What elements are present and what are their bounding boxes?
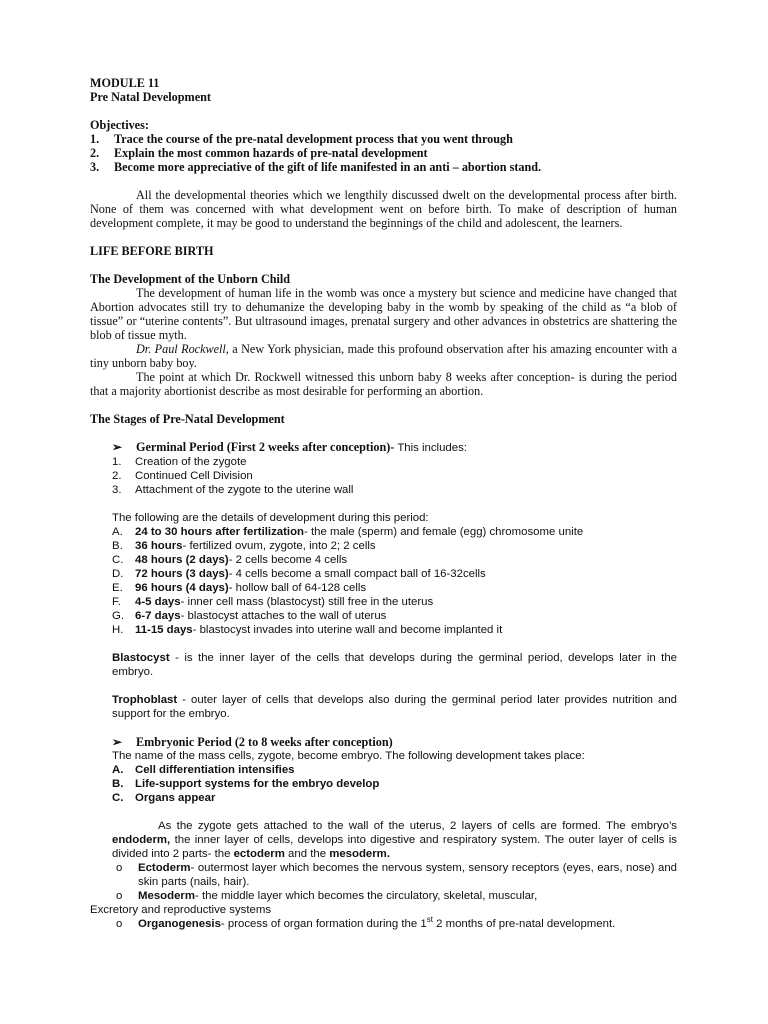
arrow-bullet-icon: ➢ <box>112 735 123 749</box>
detail-item: B. 36 hours- fertilized ovum, zygote, into 2; 2 cells <box>112 540 376 552</box>
detail-item: G. 6-7 days- blastocyst attaches to the wall of uterus <box>112 610 387 622</box>
intro-paragraph: All the developmental theories which we lengthily discussed dwelt on the developmental process after birth. None of them was concerned with what development went on before birth. To make of description of human development complete, it may be good to understand the beginnings of the child and adolescent, the learners. <box>90 188 677 230</box>
objective-item: 3. Become more appreciative of the gift of life manifested in an anti – abortion stand. <box>90 160 542 174</box>
unborn-paragraph-3: The point at which Dr. Rockwell witnessed this unborn baby 8 weeks after conception- is during the period that a majority abortionist describe as most desirable for performing an abortion. <box>90 370 677 398</box>
bullet-mesoderm: o Mesoderm- the middle layer which becomes the circulatory, skeletal, muscular, <box>116 890 538 902</box>
detail-item: C. 48 hours (2 days)- 2 cells become 4 cells <box>112 554 348 566</box>
doctor-name: Dr. Paul Rockwell <box>136 342 226 356</box>
module-subtitle: Pre Natal Development <box>90 90 211 104</box>
embryonic-period-heading: ➢ Embryonic Period (2 to 8 weeks after conception) <box>112 735 393 749</box>
detail-item: E. 96 hours (4 days)- hollow ball of 64-128 cells <box>112 582 367 594</box>
list-item: 1. Creation of the zygote <box>112 456 247 468</box>
unborn-paragraph-2: Dr. Paul Rockwell, a New York physician, made this profound observation after his amazing encounter with a tiny unborn baby boy. <box>90 342 677 370</box>
layers-paragraph: As the zygote gets attached to the wall of the uterus, 2 layers of cells are formed. The embryo’s endoderm, the inner layer of cells, develops into digestive and respiratory system. The outer layer of cells is divided into 2 parts- the ectoderm and the mesoderm. <box>112 820 677 860</box>
list-item: 3. Attachment of the zygote to the uterine wall <box>112 484 354 496</box>
detail-item: A. 24 to 30 hours after fertilization- the male (sperm) and female (egg) chromosome unite <box>112 526 584 538</box>
list-item: C. Organs appear <box>112 792 216 804</box>
blastocyst-definition: Blastocyst - is the inner layer of the cells that develops during the germinal period, develops later in the embryo. <box>112 652 677 678</box>
trophoblast-definition: Trophoblast - outer layer of cells that develops also during the germinal period later provides nutrition and support for the embryo. <box>112 694 677 720</box>
list-item: A. Cell differentiation intensifies <box>112 764 295 776</box>
detail-item: H. 11-15 days- blastocyst invades into uterine wall and become implanted it <box>112 624 503 636</box>
module-title: MODULE 11 <box>90 76 160 90</box>
objective-item: 1. Trace the course of the pre-natal development process that you went through <box>90 132 513 146</box>
objectives-list <box>90 132 677 174</box>
unborn-paragraph-1: The development of human life in the womb was once a mystery but science and medicine have changed that Abortion advocates still try to dehumanize the developing baby in the womb by speaking of the child as “a blob of tissue” or “uterine contents”. But ultrasound images, prenatal surgery and other advances in obstetrics are shattering the blob of tissue myth. <box>90 286 677 342</box>
mesoderm-continuation: Excretory and reproductive systems <box>90 904 272 916</box>
list-item: B. Life-support systems for the embryo develop <box>112 778 380 790</box>
embryonic-intro: The name of the mass cells, zygote, become embryo. The following development takes place: <box>112 750 585 762</box>
germinal-period-heading: ➢ Germinal Period (First 2 weeks after conception)- This includes: <box>112 440 467 454</box>
unborn-heading: The Development of the Unborn Child <box>90 272 291 286</box>
objective-item: 2. Explain the most common hazards of pre-natal development <box>90 146 428 160</box>
bullet-organogenesis: o Organogenesis- process of organ formation during the 1st 2 months of pre-natal development. <box>116 915 616 930</box>
germinal-list <box>90 455 677 497</box>
details-intro: The following are the details of development during this period: <box>112 512 429 524</box>
list-item: 2. Continued Cell Division <box>112 470 253 482</box>
document-page <box>90 76 677 931</box>
layers-bullets <box>90 861 677 931</box>
objectives-heading: Objectives: <box>90 118 149 132</box>
bullet-ectoderm: o Ectoderm- outermost layer which becomes the nervous system, sensory receptors (eyes, ears, nose) and skin parts (nails, hair). <box>116 862 677 888</box>
detail-item: F. 4-5 days- inner cell mass (blastocyst) still free in the uterus <box>112 596 434 608</box>
section-heading-life-before-birth: LIFE BEFORE BIRTH <box>90 244 214 258</box>
embryonic-list <box>90 763 677 805</box>
detail-item: D. 72 hours (3 days)- 4 cells become a small compact ball of 16-32cells <box>112 568 486 580</box>
stages-heading: The Stages of Pre-Natal Development <box>90 412 285 426</box>
details-list <box>90 525 677 637</box>
arrow-bullet-icon: ➢ <box>112 440 123 454</box>
